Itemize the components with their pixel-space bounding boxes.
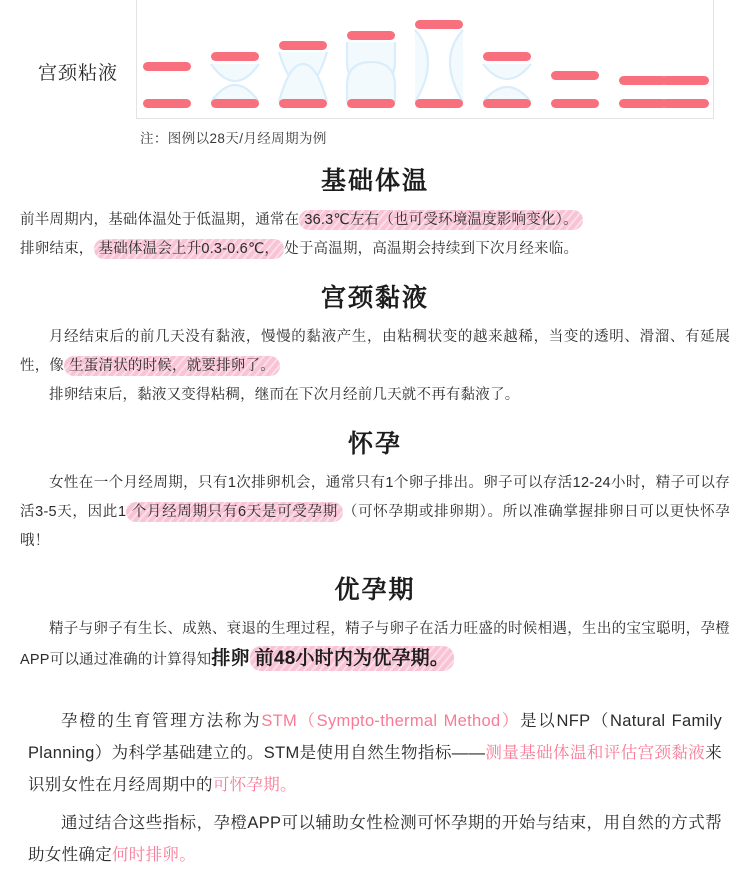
diagram-frame: [136, 0, 714, 119]
body-text: （可怀孕期或排卵期）。所以准确掌握排卵日可以更快怀孕哦！: [20, 504, 730, 549]
body-text: 处于高温期，高温期会持续到下次月经来临。: [284, 241, 579, 257]
bottom-bar-6: [483, 99, 531, 108]
section-paragraph: [20, 235, 730, 264]
top-bar-3: [279, 41, 327, 50]
highlighted-text-strong: 前48小时内为优孕期。: [250, 646, 454, 671]
section-paragraph: [20, 381, 730, 410]
top-bar-9: [661, 76, 709, 85]
body-text: 来识别女性在月经周期中的: [28, 744, 722, 794]
bottom-bar-1: [143, 99, 191, 108]
accent-text: 可怀孕期。: [212, 776, 297, 794]
highlighted-text: 生蛋清状的时候，就要排卵了。: [64, 356, 280, 376]
bottom-bar-8: [619, 99, 667, 108]
body-text: 精子与卵子有生长、成熟、衰退的生理过程，精子与卵子在活力旺盛的时候相遇，生出的宝宝聪明，孕橙APP可以通过准确的计算得知: [20, 621, 730, 668]
section-paragraph: [20, 323, 730, 381]
bottom-bar-7: [551, 99, 599, 108]
mucus-shapes: [211, 30, 531, 102]
body-text: 月经结束后的前几天没有黏液，慢慢的黏液产生，由粘稠状变的越来越稀，当变的透明、滑溜、有延展性，像: [20, 329, 730, 374]
closing-block: [0, 705, 750, 871]
bottom-bar-3: [279, 99, 327, 108]
top-bar-5: [415, 20, 463, 29]
bottom-bar-2: [211, 99, 259, 108]
article-sections: [0, 161, 750, 675]
body-text: 孕橙的生育管理方法称为: [61, 712, 262, 730]
highlighted-text: 36.3℃左右（也可受环境温度影响变化）。: [299, 210, 582, 230]
section: [0, 570, 750, 675]
section-paragraph: [20, 615, 730, 675]
top-bar-6: [483, 52, 531, 61]
highlighted-text: 基础体温会上升0.3-0.6℃，: [94, 239, 285, 259]
closing-paragraph: [28, 807, 722, 871]
diagram-label: 宫颈粘液: [38, 63, 119, 84]
bottom-bar-9: [661, 99, 709, 108]
body-text: 前半周期内，基础体温处于低温期，通常在: [20, 212, 300, 228]
section: [0, 278, 750, 410]
section-title: 优孕期: [334, 576, 416, 604]
bottom-bar-4: [347, 99, 395, 108]
bottom-bar-5: [415, 99, 463, 108]
body-text: 通过结合这些指标，孕橙APP可以辅助女性检测可怀孕期的开始与结束，用自然的方式帮助女性确定: [28, 814, 722, 864]
top-bar-4: [347, 31, 395, 40]
diagram-note: 注：图例以28天/月经周期为例: [140, 131, 327, 146]
highlighted-text: 个月经周期只有6天是可受孕期: [126, 502, 343, 522]
body-text: 排卵结束，: [20, 241, 94, 257]
mucus-chart-svg: [137, 0, 714, 118]
top-bar-8: [619, 76, 667, 85]
accent-text: STM（Sympto-thermal Method）: [261, 712, 521, 730]
top-bar-7: [551, 71, 599, 80]
top-bar-1: [143, 62, 191, 71]
accent-text: 测量基础体温和评估宫颈黏液: [485, 744, 706, 762]
section-title: 怀孕: [347, 430, 402, 458]
top-bar-2: [211, 52, 259, 61]
body-text: 排卵结束后，黏液又变得粘稠，继而在下次月经前几天就不再有黏液了。: [49, 387, 520, 403]
section-paragraph: [20, 206, 730, 235]
section: [0, 161, 750, 264]
section-paragraph: [20, 469, 730, 556]
cervical-mucus-diagram: [0, 0, 750, 120]
section-title: 宫颈黏液: [320, 284, 429, 312]
section: [0, 424, 750, 556]
section-title: 基础体温: [320, 167, 429, 195]
accent-text: 何时排卵。: [112, 846, 196, 864]
body-text: 女性在一个月经周期，只有1次排卵机会，通常只有1个卵子排出。卵子可以存活12-24小时，精子可以存活3-5天，因此1: [20, 475, 730, 520]
body-text: 是以NFP（Natural Family Planning）为科学基础建立的。STM是使用自然生物指标——: [28, 712, 723, 762]
closing-paragraph: [28, 705, 722, 801]
emphasis-text: 排卵: [211, 648, 250, 669]
